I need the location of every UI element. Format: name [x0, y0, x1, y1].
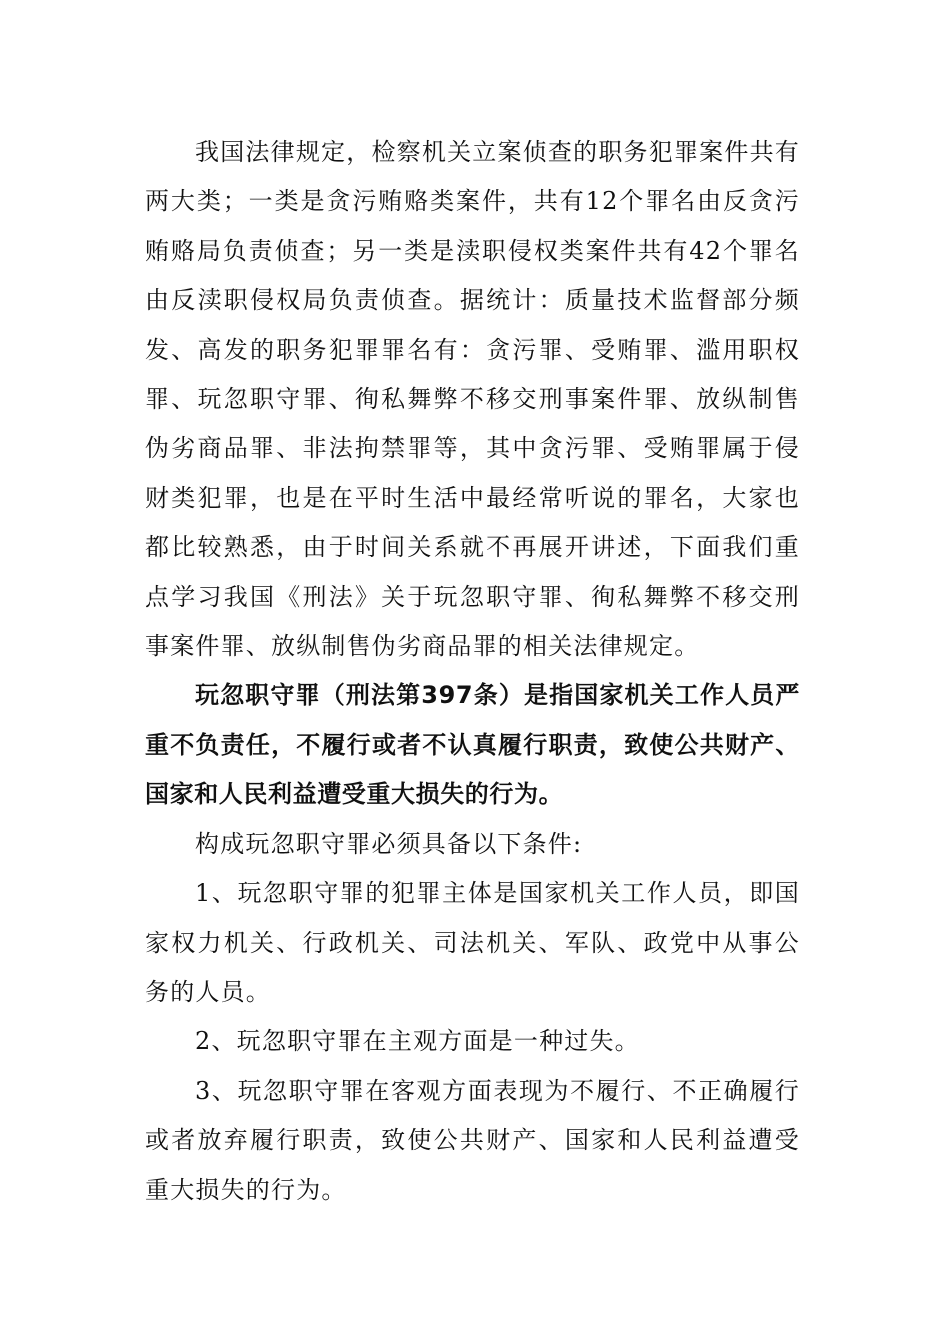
paragraph-definition-bold: 玩忽职守罪（刑法第397条）是指国家机关工作人员严重不负责任，不履行或者不认真履行职责，致使公共财产、国家和人民利益遭受重大损失的行为。	[145, 681, 800, 809]
paragraph-condition-1: 1、玩忽职守罪的犯罪主体是国家机关工作人员，即国家权力机关、行政机关、司法机关、军队、政党中从事公务的人员。	[145, 879, 800, 1006]
document-body	[145, 128, 800, 1215]
paragraph-condition-3: 3、玩忽职守罪在客观方面表现为不履行、不正确履行或者放弃履行职责，致使公共财产、国家和人民利益遭受重大损失的行为。	[145, 1076, 800, 1204]
paragraph-intro: 我国法律规定，检察机关立案侦查的职务犯罪案件共有两大类；一类是贪污贿赂类案件，共有12个罪名由反贪污贿赂局负责侦查；另一类是渎职侵权类案件共有42个罪名由反渎职侵权局负责侦查。据统计：质量技术监督部分频发、高发的职务犯罪罪名有：贪污罪、受贿罪、滥用职权罪、玩忽职守罪、徇私舞弊不移交刑事案件罪、放纵制售伪劣商品罪、非法拘禁罪等，其中贪污罪、受贿罪属于侵财类犯罪，也是在平时生活中最经常听说的罪名，大家也都比较熟悉，由于时间关系就不再展开讲述，下面我们重点学习我国《刑法》关于玩忽职守罪、徇私舞弊不移交刑事案件罪、放纵制售伪劣商品罪的相关法律规定。	[145, 138, 800, 661]
paragraph-condition-2: 2、玩忽职守罪在主观方面是一种过失。	[195, 1027, 640, 1056]
paragraph-conditions-intro: 构成玩忽职守罪必须具备以下条件:	[195, 829, 583, 858]
